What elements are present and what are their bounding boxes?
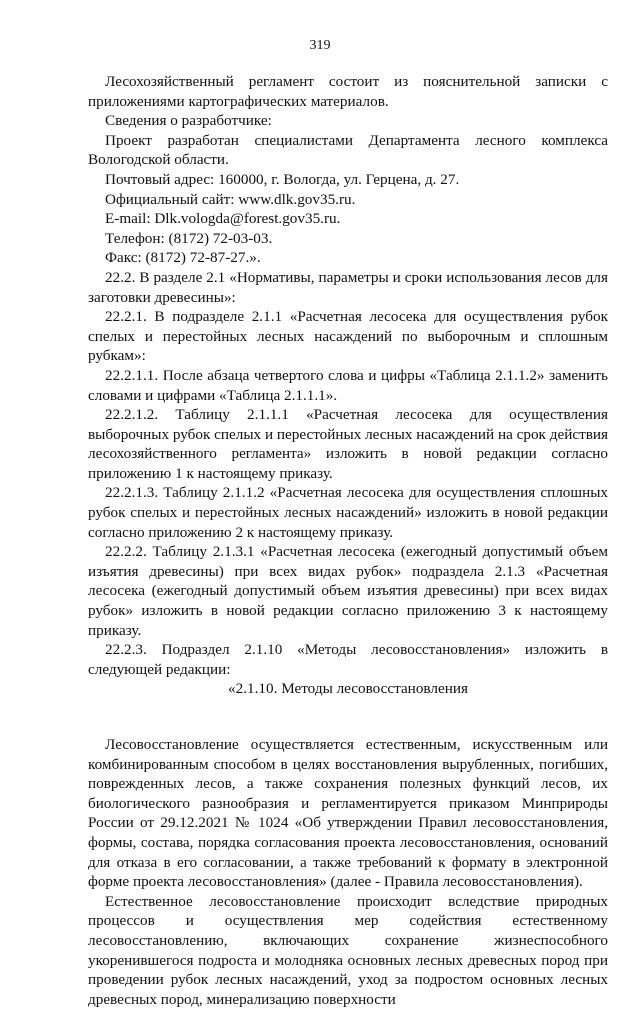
paragraph-22-2-3: 22.2.3. Подраздел 2.1.10 «Методы лесовосстановления» изложить в следующей редакции: — [88, 641, 608, 678]
paragraph-website: Официальный сайт: www.dlk.gov35.ru. — [105, 190, 356, 208]
paragraph-22-2-1-3: 22.2.1.3. Таблицу 2.1.1.2 «Расчетная лесосека для осуществления сплошных рубок спелых и перестойных лесных насаждений» изложить в новой редакции согласно приложению 2 к настоящему приказу. — [88, 484, 608, 541]
paragraph-regulation-structure: Лесохозяйственный регламент состоит из пояснительной записки с приложениями картографических материалов. — [88, 73, 608, 110]
paragraph-phone: Телефон: (8172) 72-03-03. — [105, 229, 273, 247]
paragraph-postal-address: Почтовый адрес: 160000, г. Вологда, ул. Герцена, д. 27. — [105, 170, 460, 188]
paragraph-22-2-2: 22.2.2. Таблицу 2.1.3.1 «Расчетная лесосека (ежегодный допустимый объем изъятия древесины) при всех видах рубок» подраздела 2.1.3 «Расчетная лесосека (ежегодный допустимый объем изъятия древесины) при всех видах рубок» изложить в новой редакции согласно приложению 3 к настоящему приказу. — [88, 543, 608, 639]
paragraph-22-2: 22.2. В разделе 2.1 «Нормативы, параметры и сроки использования лесов для заготовки древесины»: — [88, 268, 608, 306]
paragraph-22-2-1: 22.2.1. В подразделе 2.1.1 «Расчетная лесосека для осуществления рубок спелых и перестойных лесных насаждений по выборочным и сплошным рубкам»: — [88, 308, 608, 365]
section-gap — [88, 699, 608, 735]
page-number: 319 — [309, 38, 331, 53]
paragraph-reforestation-methods: Лесовосстановление осуществляется естественным, искусственным или комбинированным способом в целях восстановления вырубленных, погибших, поврежденных лесов, а также сохранения полезных функций лесов, их биологического разнообразия и регламентируется приказом Минприроды России от 29.12.2021 № 1024 «Об утверждении Правил лесовосстановления, формы, состава, порядка согласования проекта лесовосстановления, оснований для отказа в его согласовании, а также требований к формату в электронной форме проекта лесовосстановления» (далее - Правила лесовосстановления). — [88, 736, 608, 891]
paragraph-developer-info-label: Сведения о разработчике: — [105, 112, 272, 130]
paragraph-22-2-1-1: 22.2.1.1. После абзаца четвертого слова и цифры «Таблица 2.1.1.2» заменить словами и цифрами «Таблица 2.1.1.1». — [88, 366, 608, 404]
paragraph-natural-reforestation: Естественное лесовосстановление происходит вследствие природных процессов и осуществления мер содействия естественному лесовосстановлению, включающих сохранение жизнеспособного укоренившегося подроста и молодняка основных лесных древесных пород при проведении рубок лесных насаждений, уход за подростом основных лесных древесных пород, минерализацию поверхности — [88, 892, 608, 1008]
paragraph-22-2-1-2: 22.2.1.2. Таблицу 2.1.1.1 «Расчетная лесосека для осуществления выборочных рубок спелых и перестойных лесных насаждений на срок действия лесохозяйственного регламента» изложить в новой редакции согласно приложению 1 к настоящему приказу. — [88, 406, 608, 482]
paragraph-developer: Проект разработан специалистами Департамента лесного комплекса Вологодской области. — [88, 131, 608, 169]
document-body — [88, 72, 608, 1009]
section-heading: «2.1.10. Методы лесовосстановления — [228, 680, 468, 698]
paragraph-fax: Факс: (8172) 72-87-27.». — [105, 249, 261, 267]
paragraph-email: E-mail: Dlk.vologda@forest.gov35.ru. — [105, 210, 341, 228]
